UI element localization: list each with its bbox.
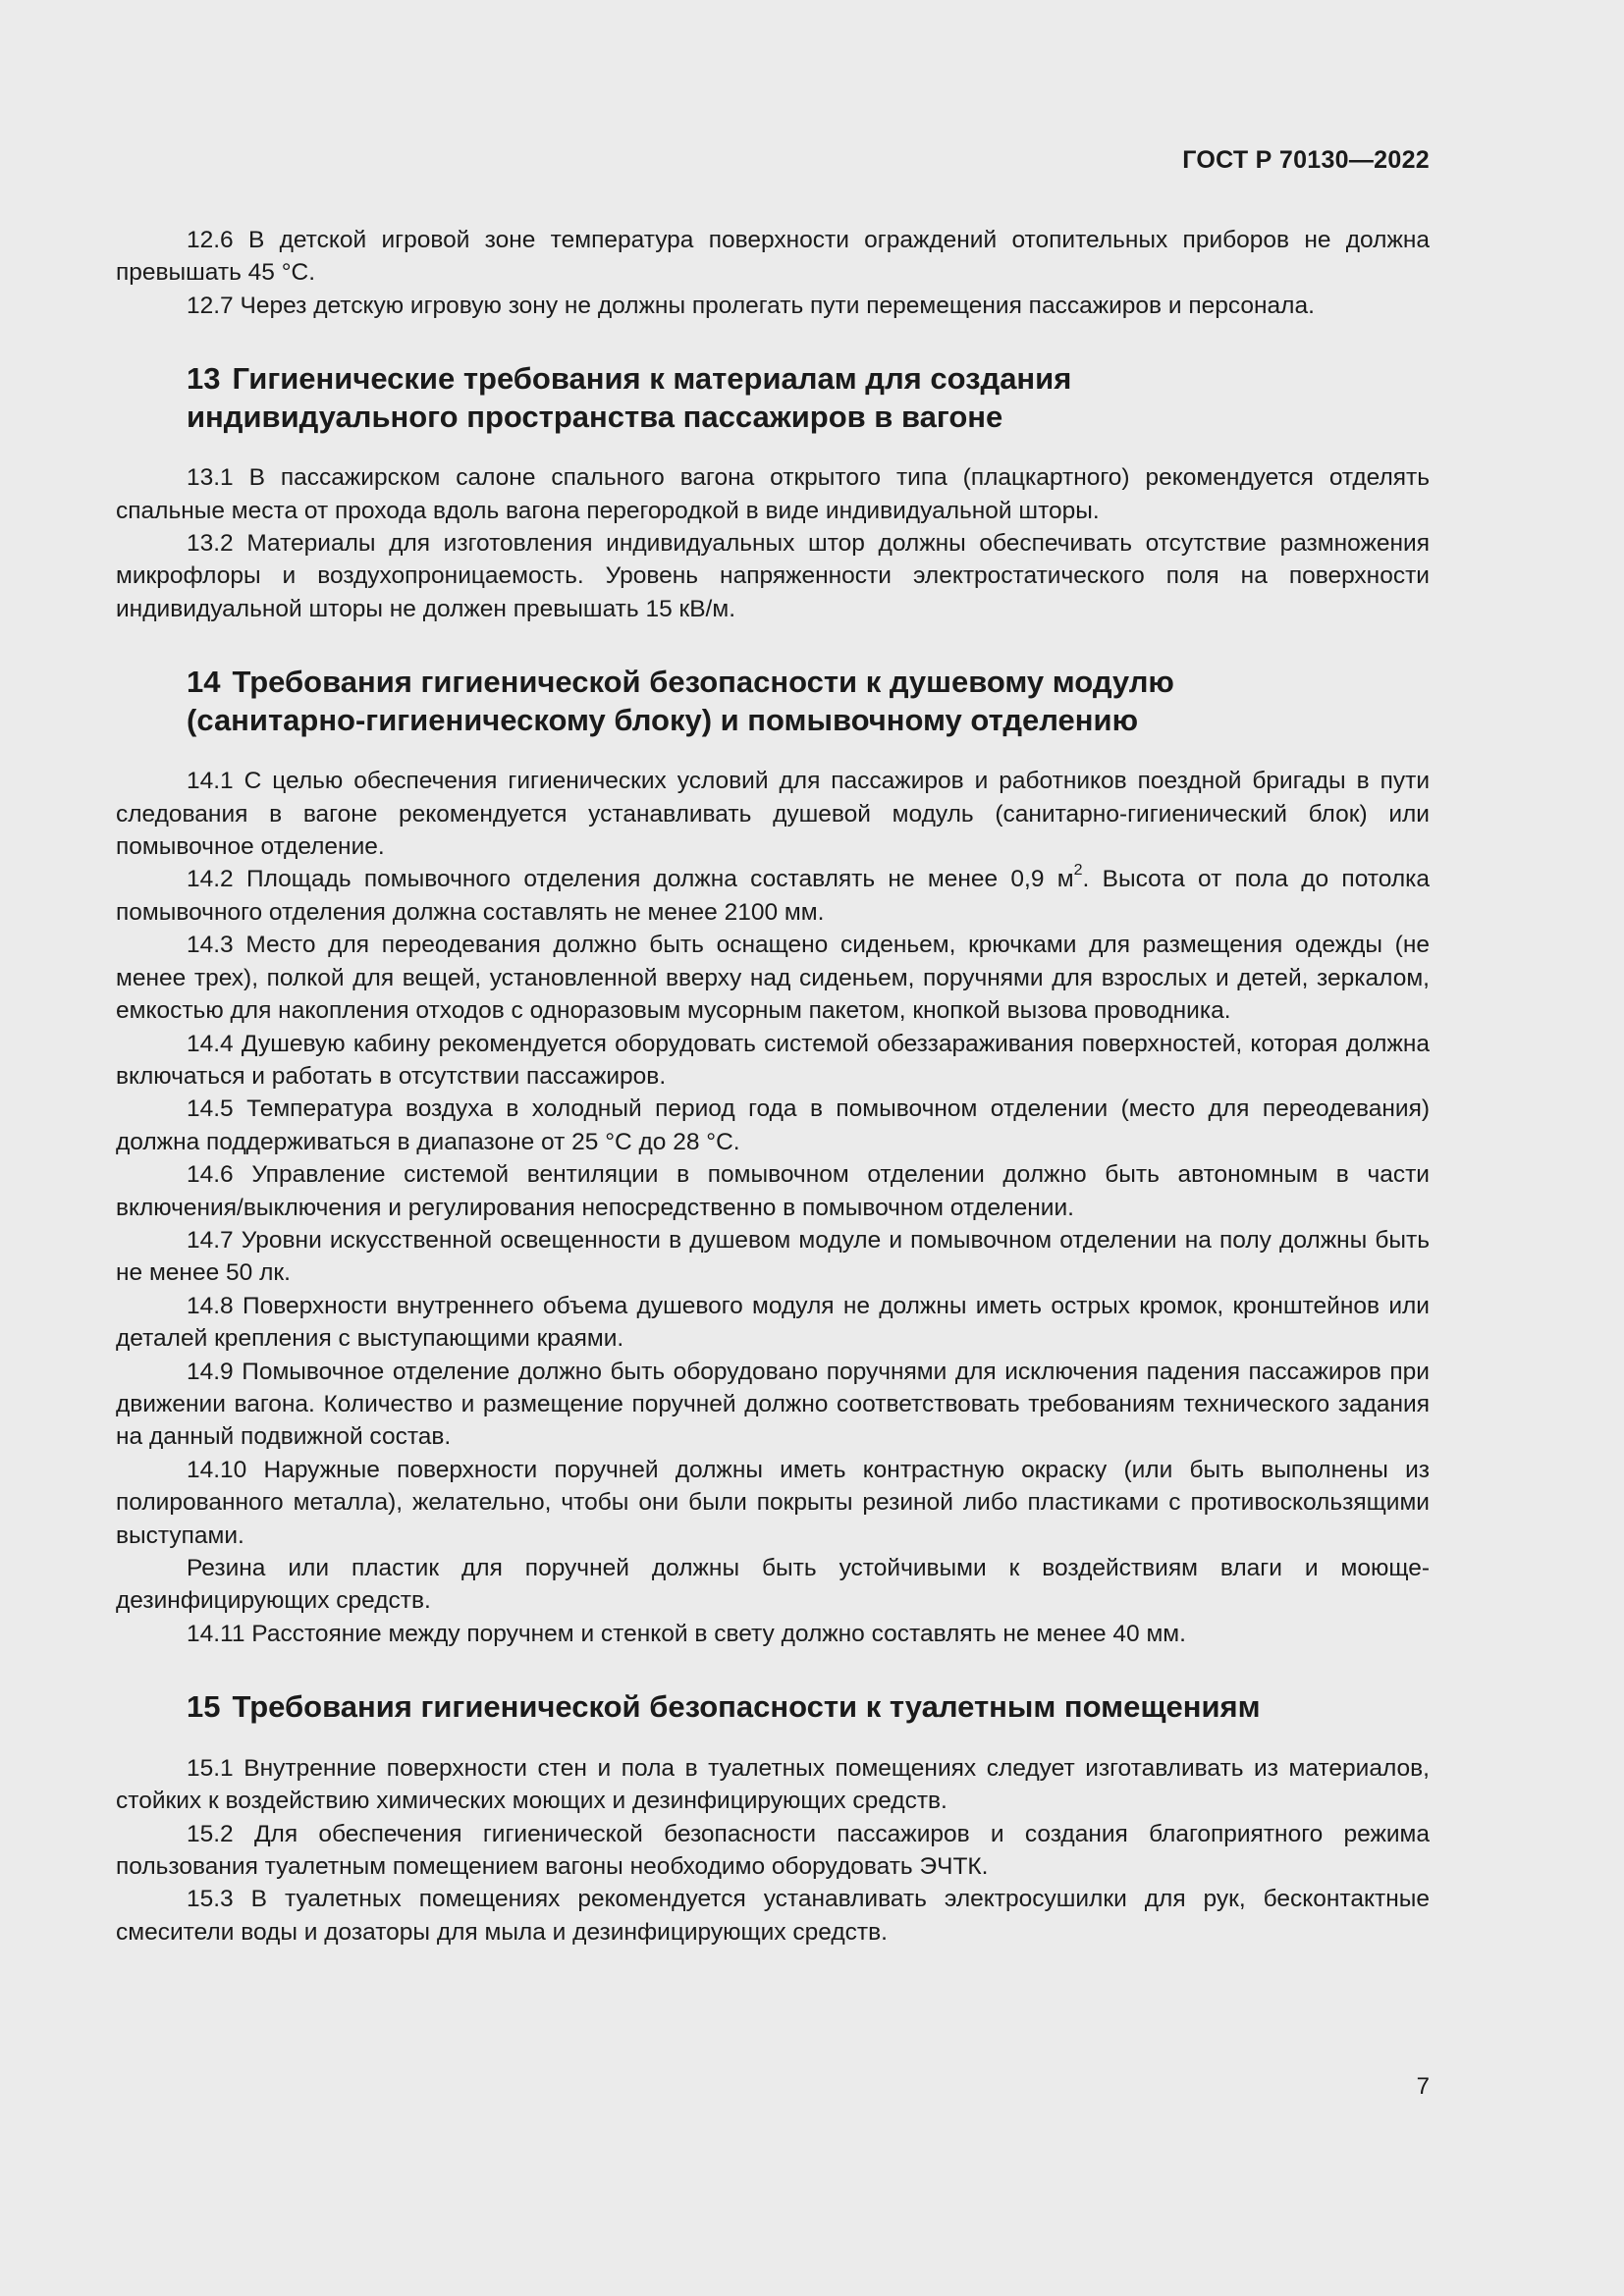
section-15-heading: [116, 1688, 1430, 1727]
section-15-title: Требования гигиенической безопасности к туалетным помещениям: [232, 1689, 1261, 1725]
paragraph-14-6: 14.6 Управление системой вентиляции в помывочном отделении должно быть автономным в части включения/выключения и регулирования непосредственно в помывочном отделении.: [116, 1161, 1430, 1221]
paragraph-12-7: 12.7 Через детскую игровую зону не должны пролегать пути перемещения пассажиров и персонала.: [187, 292, 1315, 319]
section-13-title-line1: Гигиенические требования к материалам для создания: [232, 361, 1072, 397]
paragraph-14-11: 14.11 Расстояние между поручнем и стенкой в свету должно составлять не менее 40 мм.: [187, 1620, 1186, 1647]
paragraph-14-10-continuation: Резина или пластик для поручней должны быть устойчивыми к воздействиям влаги и моюще-дезинфицирующих средств.: [116, 1555, 1430, 1615]
paragraph-15-1: 15.1 Внутренние поверхности стен и пола в туалетных помещениях следует изготавливать из материалов, стойких к воздействию химических моющих и дезинфицирующих средств.: [116, 1754, 1430, 1815]
paragraph-14-2-text-b: . Высота от пола до потолка помывочного отделения должна составлять не менее 2100 мм.: [116, 866, 1430, 926]
section-14-heading: [116, 664, 1430, 739]
section-14-title-line2: (санитарно-гигиеническому блоку) и помывочному отделению: [187, 702, 1139, 737]
paragraph-14-1: 14.1 С целью обеспечения гигиенических условий для пассажиров и работников поездной бригады в пути следования в вагоне рекомендуется устанавливать душевой модуль (санитарно-гигиенический блок) или помывочное отделение.: [116, 768, 1430, 861]
section-15-number: 15: [187, 1689, 221, 1725]
paragraph-14-8: 14.8 Поверхности внутреннего объема душевого модуля не должны иметь острых кромок, кронштейнов или деталей крепления с выступающими краями.: [116, 1292, 1430, 1353]
paragraph-14-3: 14.3 Место для переодевания должно быть оснащено сиденьем, крючками для размещения одежды (не менее трех), полкой для вещей, установленной вверху над сиденьем, поручнями для взрослых и детей, зеркалом, емкостью для накопления отходов с одноразовым мусорным пакетом, кнопкой вызова проводника.: [116, 932, 1430, 1025]
section-14-title-line1: Требования гигиенической безопасности к душевому модулю: [232, 665, 1174, 700]
section-13-heading: [116, 360, 1430, 436]
section-13-title-line2: индивидуального пространства пассажиров в вагоне: [187, 399, 1003, 434]
superscript-2: 2: [1073, 862, 1083, 880]
paragraph-13-1: 13.1 В пассажирском салоне спального вагона открытого типа (плацкартного) рекомендуется отделять спальные места от прохода вдоль вагона перегородкой в виде индивидуальной шторы.: [116, 464, 1430, 524]
paragraph-15-3: 15.3 В туалетных помещениях рекомендуется устанавливать электросушилки для рук, бесконтактные смесители воды и дозаторы для мыла и дезинфицирующих средств.: [116, 1886, 1430, 1946]
paragraph-13-2: 13.2 Материалы для изготовления индивидуальных штор должны обеспечивать отсутствие размножения микрофлоры и воздухопроницаемость. Уровень напряженности электростатического поля на поверхности индивидуальной шторы не должен превышать 15 кВ/м.: [116, 530, 1430, 622]
paragraph-15-2: 15.2 Для обеспечения гигиенической безопасности пассажиров и создания благоприятного режима пользования туалетным помещением вагоны необходимо оборудовать ЭЧТК.: [116, 1820, 1430, 1880]
paragraph-14-5: 14.5 Температура воздуха в холодный период года в помывочном отделении (место для переодевания) должна поддерживаться в диапазоне от 25 °С до 28 °С.: [116, 1095, 1430, 1155]
paragraph-14-7: 14.7 Уровни искусственной освещенности в душевом модуле и помывочном отделении на полу должны быть не менее 50 лк.: [116, 1226, 1430, 1287]
paragraph-12-6: 12.6 В детской игровой зоне температура поверхности ограждений отопительных приборов не должна превышать 45 °С.: [116, 227, 1430, 287]
paragraph-14-2: [116, 863, 1430, 929]
paragraph-14-4: 14.4 Душевую кабину рекомендуется оборудовать системой обеззараживания поверхностей, которая должна включаться и работать в отсутствии пассажиров.: [116, 1030, 1430, 1090]
paragraph-14-2-text-a: 14.2 Площадь помывочного отделения должна составлять не менее 0,9 м: [187, 866, 1074, 893]
section-14-number: 14: [187, 665, 221, 700]
document-body: [116, 224, 1430, 1949]
page-number: 7: [1416, 2073, 1430, 2100]
paragraph-14-9: 14.9 Помывочное отделение должно быть оборудовано поручнями для исключения падения пассажиров при движении вагона. Количество и размещение поручней должно соответствовать требованиям технического задания на данный подвижной состав.: [116, 1358, 1430, 1451]
section-13-number: 13: [187, 361, 221, 397]
paragraph-14-10: 14.10 Наружные поверхности поручней должны иметь контрастную окраску (или быть выполнены из полированного металла), желательно, чтобы они были покрыты резиной либо пластиками с противоскользящими выступами.: [116, 1456, 1430, 1549]
document-code-header: ГОСТ Р 70130—2022: [1182, 146, 1430, 174]
